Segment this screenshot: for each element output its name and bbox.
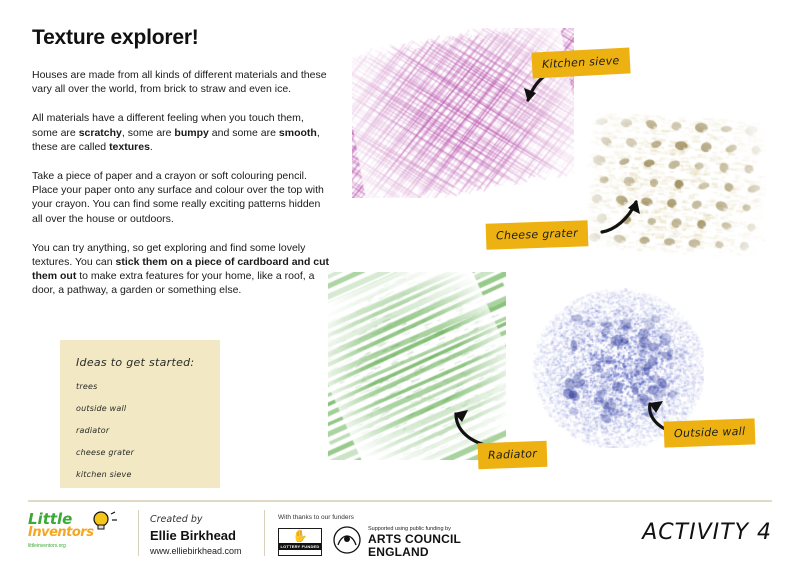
paragraph: All materials have a different feeling when you touch them, some are scratchy, some are bumpy and some are smooth, these are called textures. xyxy=(32,112,320,153)
footer-divider-1 xyxy=(138,510,139,556)
ideas-list-item: cheese grater xyxy=(76,448,135,457)
ace-supported-text: Supported using public funding by xyxy=(368,526,451,532)
logo-line2: Inventors xyxy=(28,525,94,540)
paragraph: You can try anything, so get exploring and find some lovely textures. You can stick them on a piece of cardboard and cut them out to make extra features for your home, like a roof, a door, a pathway, a garden or something else. xyxy=(32,241,330,297)
footer xyxy=(28,506,772,560)
footer-divider-2 xyxy=(264,510,265,556)
created-by-label: Created by xyxy=(150,514,203,525)
arts-council-block xyxy=(330,526,461,558)
creator-website[interactable]: www.elliebirkhead.com xyxy=(150,546,242,556)
footer-divider xyxy=(28,500,772,502)
ideas-list-item: outside wall xyxy=(76,404,127,413)
lightbulb-icon xyxy=(88,510,118,532)
callout-outside-wall: Outside wall xyxy=(664,418,756,447)
little-inventors-logo xyxy=(28,512,120,556)
crossed-fingers-icon: ✋ xyxy=(292,529,308,543)
ace-line2: ENGLAND xyxy=(368,544,429,559)
ideas-list xyxy=(76,382,134,492)
callout-radiator: Radiator xyxy=(478,441,548,469)
ideas-box xyxy=(60,340,220,488)
ideas-list-item: radiator xyxy=(76,426,110,435)
ace-line1: ARTS COUNCIL xyxy=(368,532,462,546)
arts-council-icon xyxy=(330,525,364,555)
lottery-funded-logo xyxy=(278,528,322,556)
paragraph: Take a piece of paper and a crayon or soft colouring pencil. Place your paper onto any surface and colour over the top with your crayon. You can find some really exciting patterns hidden all over the house or outdoors. xyxy=(32,170,324,225)
activity-number: ACTIVITY 4 xyxy=(642,520,772,545)
page-title: Texture explorer! xyxy=(32,26,199,49)
paragraph: Houses are made from all kinds of different materials and these vary all over the world, from brick to straw and even ice. xyxy=(32,69,327,96)
logo-line1: Little xyxy=(28,510,73,528)
left-column xyxy=(32,26,332,313)
callout-cheese-grater: Cheese grater xyxy=(486,220,589,250)
arrow-to-cheese-grater xyxy=(596,196,652,238)
body-copy xyxy=(32,68,332,298)
ideas-list-item: trees xyxy=(76,382,98,391)
callout-kitchen-sieve: Kitchen sieve xyxy=(531,47,630,78)
created-by-block xyxy=(150,514,242,556)
funders-thanks: With thanks to our funders xyxy=(278,514,354,521)
ideas-box-heading: Ideas to get started: xyxy=(76,356,195,369)
funders-label-block xyxy=(278,514,354,521)
lottery-funded-text: LOTTERY FUNDED xyxy=(280,544,320,549)
ideas-list-item: kitchen sieve xyxy=(76,470,132,479)
creator-name: Ellie Birkhead xyxy=(150,528,236,543)
logo-url: littleinventors.org xyxy=(28,543,66,549)
